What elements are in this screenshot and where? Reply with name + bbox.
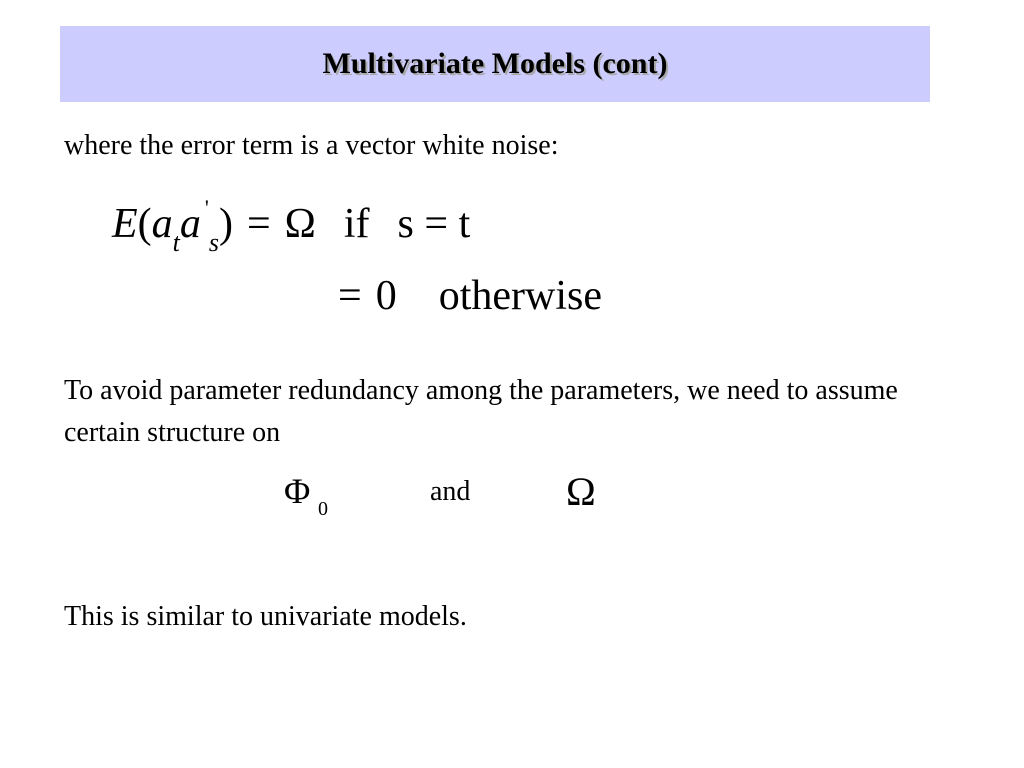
omega-symbol: Ω — [566, 469, 596, 514]
redundancy-text: To avoid parameter redundancy among the parameters, we need to assume certain structure on — [64, 375, 898, 448]
symbol-row — [0, 470, 1024, 530]
omega-symbol-eq: Ω — [284, 201, 316, 247]
a-term-2: a — [179, 201, 201, 247]
prime-mark: ' — [204, 195, 209, 220]
slide-title: Multivariate Models (cont) — [322, 47, 668, 80]
a-term-1: a — [151, 201, 173, 247]
expectation-symbol: E — [112, 201, 138, 247]
open-paren: ( — [137, 201, 152, 247]
equation-line-2 — [338, 272, 602, 320]
subscript-t: t — [172, 228, 180, 257]
equals-sign-2: = — [338, 273, 362, 319]
equation-line-1 — [112, 195, 471, 257]
if-word: if — [343, 201, 370, 247]
equals-sign-1: = — [246, 201, 271, 247]
and-word: and — [430, 476, 471, 507]
intro-text: where the error term is a vector white noise: — [64, 130, 559, 161]
title-bar — [60, 26, 930, 102]
otherwise-word: otherwise — [438, 273, 602, 319]
phi-subscript: 0 — [318, 498, 328, 520]
phi-symbol: Φ — [284, 471, 311, 511]
condition-s-equals-t: s = t — [397, 201, 471, 247]
zero-value: 0 — [375, 273, 397, 319]
close-paren: ) — [218, 201, 233, 247]
closing-text: This is similar to univariate models. — [64, 601, 467, 632]
subscript-s: s — [208, 228, 219, 257]
